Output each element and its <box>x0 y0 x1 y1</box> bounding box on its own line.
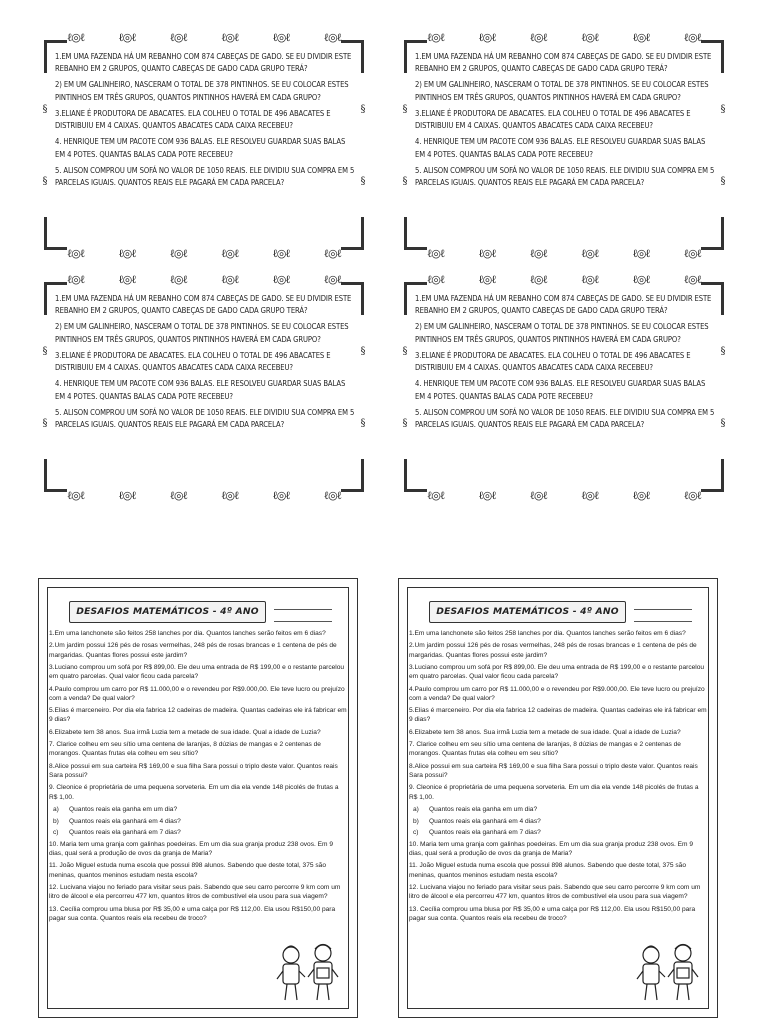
problem-item: 2) EM UM GALINHEIRO, NASCERAM O TOTAL DE 378 PINTINHOS. SE EU COLOCAR ESTES PINTINHOS EM TRÊS GRUPOS, QUANTOS PINTINHOS HAVERÁ EM CADA GRUPO? <box>55 322 349 344</box>
problem-list <box>415 293 715 435</box>
problem-item: 4. HENRIQUE TEM UM PACOTE COM 936 BALAS. ELE RESOLVEU GUARDAR SUAS BALAS EM 4 POTES. QUANTAS BALAS CADA POTE RECEBEU? <box>55 379 346 401</box>
question-item: 2.Um jardim possui 126 pés de rosas vermelhas, 248 pés de rosas brancas e 1 centena de pés de margaridas. Quantas flores possui este jardim? <box>409 642 697 659</box>
question-item: 3.Luciano comprou um sofá por R$ 899,00. Ele deu uma entrada de R$ 199,00 e o restante parcelou em quatro parcelas. Qual valor ficou cada parcela? <box>49 663 345 681</box>
problem-item: 1.EM UMA FAZENDA HÁ UM REBANHO COM 874 CABEÇAS DE GADO. SE EU DIVIDIR ESTE REBANHO EM 2 GRUPOS, QUANTO CABEÇAS DE GADO CADA GRUPO TERÁ? <box>415 294 712 316</box>
bottom-border-flourish: ℓ◎ℓ ℓ◎ℓ ℓ◎ℓ ℓ◎ℓ ℓ◎ℓ ℓ◎ℓ <box>67 488 341 502</box>
question-item: 7. Clarice colheu em seu sítio uma centena de laranjas, 8 dúzias de mangas e 2 centenas de morangos. Quantas frutas ela colheu em seu sítio? <box>49 741 321 758</box>
left-border-flourish: § § <box>40 73 50 217</box>
bottom-border-flourish: ℓ◎ℓ ℓ◎ℓ ℓ◎ℓ ℓ◎ℓ ℓ◎ℓ ℓ◎ℓ <box>427 488 701 502</box>
question-item: 7. Clarice colheu em seu sítio uma centena de laranjas, 8 dúzias de mangas e 2 centenas de morangos. Quantas frutas ela colheu em seu sítio? <box>409 741 681 758</box>
problem-item: 3.ELIANE É PRODUTORA DE ABACATES. ELA COLHEU O TOTAL DE 496 ABACATES E DISTRIBUIU EM 4 CAIXAS. QUANTOS ABACATES CADA CAIXA RECEBEU? <box>55 350 331 373</box>
left-border-flourish: § § <box>400 315 410 459</box>
problem-item: 5. ALISON COMPROU UM SOFÁ NO VALOR DE 1050 REAIS. ELE DIVIDIU SUA COMPRA EM 5 PARCELAS IGUAIS. QUANTOS REAIS ELE PAGARÁ EM CADA PARCELA? <box>55 407 355 430</box>
problem-item: 5. ALISON COMPROU UM SOFÁ NO VALOR DE 1050 REAIS. ELE DIVIDIU SUA COMPRA EM 5 PARCELAS IGUAIS. QUANTOS REAIS ELE PAGARÁ EM CADA PARCELA? <box>415 407 715 430</box>
question-item: 9. Cleonice é proprietária de uma pequena sorveteria. Em um dia ela vende 148 picolés de frutas a R$ 1,00. <box>49 784 339 801</box>
problem-item: 5. ALISON COMPROU UM SOFÁ NO VALOR DE 1050 REAIS. ELE DIVIDIU SUA COMPRA EM 5 PARCELAS IGUAIS. QUANTOS REAIS ELE PAGARÁ EM CADA PARCELA? <box>415 165 715 188</box>
question-item: 2.Um jardim possui 126 pés de rosas vermelhas, 248 pés de rosas brancas e 1 centena de pés de margaridas. Quantas flores possui este jardim? <box>49 642 337 659</box>
problem-item: 4. HENRIQUE TEM UM PACOTE COM 936 BALAS. ELE RESOLVEU GUARDAR SUAS BALAS EM 4 POTES. QUANTAS BALAS CADA POTE RECEBEU? <box>415 137 706 159</box>
problem-item: 1.EM UMA FAZENDA HÁ UM REBANHO COM 874 CABEÇAS DE GADO. SE EU DIVIDIR ESTE REBANHO EM 2 GRUPOS, QUANTO CABEÇAS DE GADO CADA GRUPO TERÁ? <box>55 294 352 316</box>
problem-card <box>42 30 366 260</box>
question-item: 13. Cecília comprou uma blusa por R$ 35,00 e uma calça por R$ 112,00. Ela usou R$150,00 para pagar sua conta. Quantos reais ela recebeu de troco? <box>49 905 336 922</box>
worksheet <box>38 578 358 1018</box>
problem-item: 3.ELIANE É PRODUTORA DE ABACATES. ELA COLHEU O TOTAL DE 496 ABACATES E DISTRIBUIU EM 4 CAIXAS. QUANTOS ABACATES CADA CAIXA RECEBEU? <box>415 350 691 373</box>
question-item: 12. Lucivana viajou no feriado para visitar seus pais. Sabendo que seu carro percorre 9 km com um litro de álcool e ela percorreu 477 km, quantos litros de combustível ela usou para sua viagem? <box>49 883 341 901</box>
question-item: 1.Em uma lanchonete são feitos 258 lanches por dia. Quantos lanches serão feitos em 6 dias? <box>409 630 686 637</box>
question-item: 13. Cecília comprou uma blusa por R$ 35,00 e uma calça por R$ 112,00. Ela usou R$150,00 para pagar sua conta. Quantos reais ela recebeu de troco? <box>409 905 696 922</box>
question-item: 3.Luciano comprou um sofá por R$ 899,00. Ele deu uma entrada de R$ 199,00 e o restante parcelou em quatro parcelas. Qual valor ficou cada parcela? <box>409 663 705 681</box>
top-border-flourish: ℓ◎ℓ ℓ◎ℓ ℓ◎ℓ ℓ◎ℓ ℓ◎ℓ ℓ◎ℓ <box>67 30 341 44</box>
right-border-flourish: § § <box>718 315 728 459</box>
top-border-flourish: ℓ◎ℓ ℓ◎ℓ ℓ◎ℓ ℓ◎ℓ ℓ◎ℓ ℓ◎ℓ <box>427 272 701 286</box>
problem-item: 2) EM UM GALINHEIRO, NASCERAM O TOTAL DE 378 PINTINHOS. SE EU COLOCAR ESTES PINTINHOS EM TRÊS GRUPOS, QUANTOS PINTINHOS HAVERÁ EM CADA GRUPO? <box>415 80 709 102</box>
question-list <box>409 629 707 926</box>
problem-item: 4. HENRIQUE TEM UM PACOTE COM 936 BALAS. ELE RESOLVEU GUARDAR SUAS BALAS EM 4 POTES. QUANTAS BALAS CADA POTE RECEBEU? <box>55 137 346 159</box>
worksheet <box>398 578 718 1018</box>
question-item: 12. Lucivana viajou no feriado para visitar seus pais. Sabendo que seu carro percorre 9 km com um litro de álcool e ela percorreu 477 km, quantos litros de combustível ela usou para sua viagem? <box>409 883 701 901</box>
subquestion-item: a) Quantos reais ela ganha em um dia? <box>413 805 538 813</box>
question-item: 8.Alice possui em sua carteira R$ 169,00 e sua filha Sara possui o triplo deste valor. Quantos reais Sara possui? <box>49 762 338 779</box>
worksheet-header <box>69 599 334 623</box>
question-item: 11. João Miguel estuda numa escola que possui 898 alunos. Sabendo que deste total, 375 são meninas, quantos meninos estudam nesta escola? <box>49 862 327 879</box>
name-lines <box>274 599 332 621</box>
right-border-flourish: § § <box>358 315 368 459</box>
problem-item: 5. ALISON COMPROU UM SOFÁ NO VALOR DE 1050 REAIS. ELE DIVIDIU SUA COMPRA EM 5 PARCELAS IGUAIS. QUANTOS REAIS ELE PAGARÁ EM CADA PARCELA? <box>55 165 355 188</box>
worksheet-title: DESAFIOS MATEMÁTICOS - 4º ANO <box>429 601 626 623</box>
question-item: 11. João Miguel estuda numa escola que possui 898 alunos. Sabendo que deste total, 375 são meninas, quantos meninos estudam nesta escola? <box>409 862 687 879</box>
subquestion-item: c) Quantos reais ela ganhará em 7 dias? <box>53 829 181 837</box>
subquestion-item: a) Quantos reais ela ganha em um dia? <box>53 805 178 813</box>
problem-list <box>55 293 355 435</box>
question-list <box>49 629 347 926</box>
problem-item: 4. HENRIQUE TEM UM PACOTE COM 936 BALAS. ELE RESOLVEU GUARDAR SUAS BALAS EM 4 POTES. QUANTAS BALAS CADA POTE RECEBEU? <box>415 379 706 401</box>
left-border-flourish: § § <box>40 315 50 459</box>
question-item: 6.Elizabete tem 38 anos. Sua irmã Luzia tem a metade de sua idade. Qual a idade de Luzia? <box>49 728 321 736</box>
question-item: 5.Elias é marceneiro. Por dia ela fabrica 12 cadeiras de madeira. Quantas cadeiras ele irá fabricar em 9 dias? <box>409 707 707 724</box>
left-border-flourish: § § <box>400 73 410 217</box>
kids-illustration <box>273 941 343 1007</box>
question-item: 10. Maria tem uma granja com galinhas poedeiras. Em um dia sua granja produz 238 ovos. Em 9 dias, qual será a produção de ovos da granja de Maria? <box>409 840 694 857</box>
problem-item: 1.EM UMA FAZENDA HÁ UM REBANHO COM 874 CABEÇAS DE GADO. SE EU DIVIDIR ESTE REBANHO EM 2 GRUPOS, QUANTO CABEÇAS DE GADO CADA GRUPO TERÁ? <box>55 52 352 74</box>
problem-item: 1.EM UMA FAZENDA HÁ UM REBANHO COM 874 CABEÇAS DE GADO. SE EU DIVIDIR ESTE REBANHO EM 2 GRUPOS, QUANTO CABEÇAS DE GADO CADA GRUPO TERÁ? <box>415 52 712 74</box>
question-item: 4.Paulo comprou um carro por R$ 11.000,00 e o revendeu por R$9.000,00. Ele teve lucro ou prejuízo com a venda? De qual valor? <box>49 685 345 702</box>
problem-card <box>402 30 726 260</box>
question-item: 4.Paulo comprou um carro por R$ 11.000,00 e o revendeu por R$9.000,00. Ele teve lucro ou prejuízo com a venda? De qual valor? <box>409 685 705 702</box>
name-lines <box>634 599 692 621</box>
problem-list <box>415 51 715 193</box>
problem-card <box>42 272 366 502</box>
right-border-flourish: § § <box>718 73 728 217</box>
subquestion-item: b) Quantos reais ela ganhará em 4 dias? <box>53 817 181 825</box>
subquestion-item: c) Quantos reais ela ganhará em 7 dias? <box>413 829 541 837</box>
problem-item: 3.ELIANE É PRODUTORA DE ABACATES. ELA COLHEU O TOTAL DE 496 ABACATES E DISTRIBUIU EM 4 CAIXAS. QUANTOS ABACATES CADA CAIXA RECEBEU? <box>55 108 331 131</box>
question-item: 6.Elizabete tem 38 anos. Sua irmã Luzia tem a metade de sua idade. Qual a idade de Luzia? <box>409 728 681 736</box>
bottom-border-flourish: ℓ◎ℓ ℓ◎ℓ ℓ◎ℓ ℓ◎ℓ ℓ◎ℓ ℓ◎ℓ <box>427 246 701 260</box>
problem-item: 2) EM UM GALINHEIRO, NASCERAM O TOTAL DE 378 PINTINHOS. SE EU COLOCAR ESTES PINTINHOS EM TRÊS GRUPOS, QUANTOS PINTINHOS HAVERÁ EM CADA GRUPO? <box>415 322 709 344</box>
problem-item: 2) EM UM GALINHEIRO, NASCERAM O TOTAL DE 378 PINTINHOS. SE EU COLOCAR ESTES PINTINHOS EM TRÊS GRUPOS, QUANTOS PINTINHOS HAVERÁ EM CADA GRUPO? <box>55 80 349 102</box>
worksheet-title: DESAFIOS MATEMÁTICOS - 4º ANO <box>69 601 266 623</box>
problem-list <box>55 51 355 193</box>
question-item: 1.Em uma lanchonete são feitos 258 lanches por dia. Quantos lanches serão feitos em 6 dias? <box>49 630 326 637</box>
top-border-flourish: ℓ◎ℓ ℓ◎ℓ ℓ◎ℓ ℓ◎ℓ ℓ◎ℓ ℓ◎ℓ <box>67 272 341 286</box>
top-border-flourish: ℓ◎ℓ ℓ◎ℓ ℓ◎ℓ ℓ◎ℓ ℓ◎ℓ ℓ◎ℓ <box>427 30 701 44</box>
question-item: 5.Elias é marceneiro. Por dia ela fabrica 12 cadeiras de madeira. Quantas cadeiras ele irá fabricar em 9 dias? <box>49 707 347 724</box>
question-item: 8.Alice possui em sua carteira R$ 169,00 e sua filha Sara possui o triplo deste valor. Quantos reais Sara possui? <box>409 762 698 779</box>
subquestion-item: b) Quantos reais ela ganhará em 4 dias? <box>413 817 541 825</box>
problem-card <box>402 272 726 502</box>
right-border-flourish: § § <box>358 73 368 217</box>
question-item: 10. Maria tem uma granja com galinhas poedeiras. Em um dia sua granja produz 238 ovos. Em 9 dias, qual será a produção de ovos da granja de Maria? <box>49 840 334 857</box>
problem-item: 3.ELIANE É PRODUTORA DE ABACATES. ELA COLHEU O TOTAL DE 496 ABACATES E DISTRIBUIU EM 4 CAIXAS. QUANTOS ABACATES CADA CAIXA RECEBEU? <box>415 108 691 131</box>
bottom-border-flourish: ℓ◎ℓ ℓ◎ℓ ℓ◎ℓ ℓ◎ℓ ℓ◎ℓ ℓ◎ℓ <box>67 246 341 260</box>
kids-illustration <box>633 941 703 1007</box>
worksheet-header <box>429 599 694 623</box>
question-item: 9. Cleonice é proprietária de uma pequena sorveteria. Em um dia ela vende 148 picolés de frutas a R$ 1,00. <box>409 784 699 801</box>
